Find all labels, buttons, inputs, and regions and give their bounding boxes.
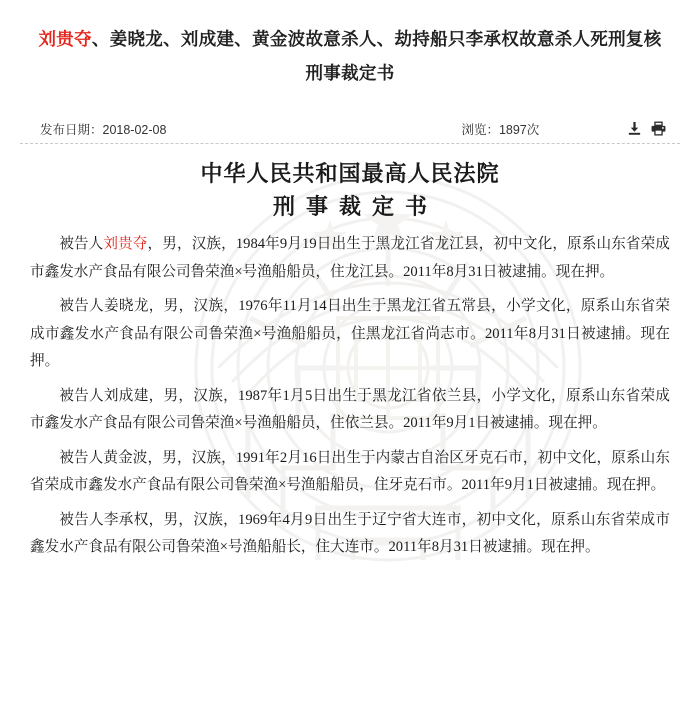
court-name-heading: 中华人民共和国最高人民法院 [200,161,500,186]
print-icon[interactable] [651,121,666,136]
view-count: 浏览：1897次 [461,122,540,137]
page-title-rest: 、姜晓龙、刘成建、黄金波故意杀人、劫持船只李承权故意杀人死刑复核刑事裁定书 [91,29,662,83]
download-icon[interactable] [627,121,642,136]
paragraph-lead: 被告人 [59,511,104,528]
publish-date: 发布日期：2018-02-08 [40,122,167,137]
defendant-name: 黄金波 [103,449,148,466]
paragraph-lead: 被告人 [59,298,104,314]
defendant-name: 李承权 [103,511,149,528]
paragraph-lead: 被告人 [59,449,104,466]
defendant-paragraph [30,507,670,562]
document-body [0,144,700,562]
defendant-paragraph [30,293,670,376]
defendant-name: 姜晓龙 [103,298,149,314]
defendant-paragraph [30,383,670,438]
defendant-name: 刘贵夺 [103,236,148,252]
paragraph-text: ，男，汉族，1984年9月19日出生于黑龙江省龙江县，初中文化，原系山东省荣成市鑫发水产食品有限公司鲁荣渔×号渔船船员，住龙江县。2011年8月31日被逮捕。现在押。 [30,236,670,280]
paragraph-text: ，男，汉族，1976年11月14日出生于黑龙江省五常县，小学文化，原系山东省荣成市鑫发水产食品有限公司鲁荣渔×号渔船船员，住黑龙江省尚志市。2011年8月31日被逮捕。现在押。 [30,298,670,369]
defendant-paragraph [30,445,670,500]
paragraph-text: ，男，汉族，1987年1月5日出生于黑龙江省依兰县，小学文化，原系山东省荣成市鑫发水产食品有限公司鲁荣渔×号渔船船员，住依兰县。2011年9月1日被逮捕。现在押。 [30,387,670,431]
paragraph-text: ，男，汉族，1991年2月16日出生于内蒙古自治区牙克石市，初中文化，原系山东省荣成市鑫发水产食品有限公司鲁荣渔×号渔船船员，住牙克石市。2011年9月1日被逮捕。现在押。 [30,449,670,493]
defendant-paragraph [30,231,670,286]
paragraph-lead: 被告人 [59,236,104,252]
meta-bar [20,114,680,144]
page-title [0,0,700,90]
document-kind-heading: 刑事裁定书 [272,194,438,219]
paragraph-lead: 被告人 [59,387,104,404]
paragraph-text: ，男，汉族，1969年4月9日出生于辽宁省大连市，初中文化，原系山东省荣成市鑫发水产食品有限公司鲁荣渔×号渔船船长，住大连市。2011年8月31日被逮捕。现在押。 [30,511,670,555]
defendant-name: 刘成建 [103,387,149,404]
meta-actions [627,121,666,136]
page-title-highlight: 刘贵夺 [38,29,92,49]
